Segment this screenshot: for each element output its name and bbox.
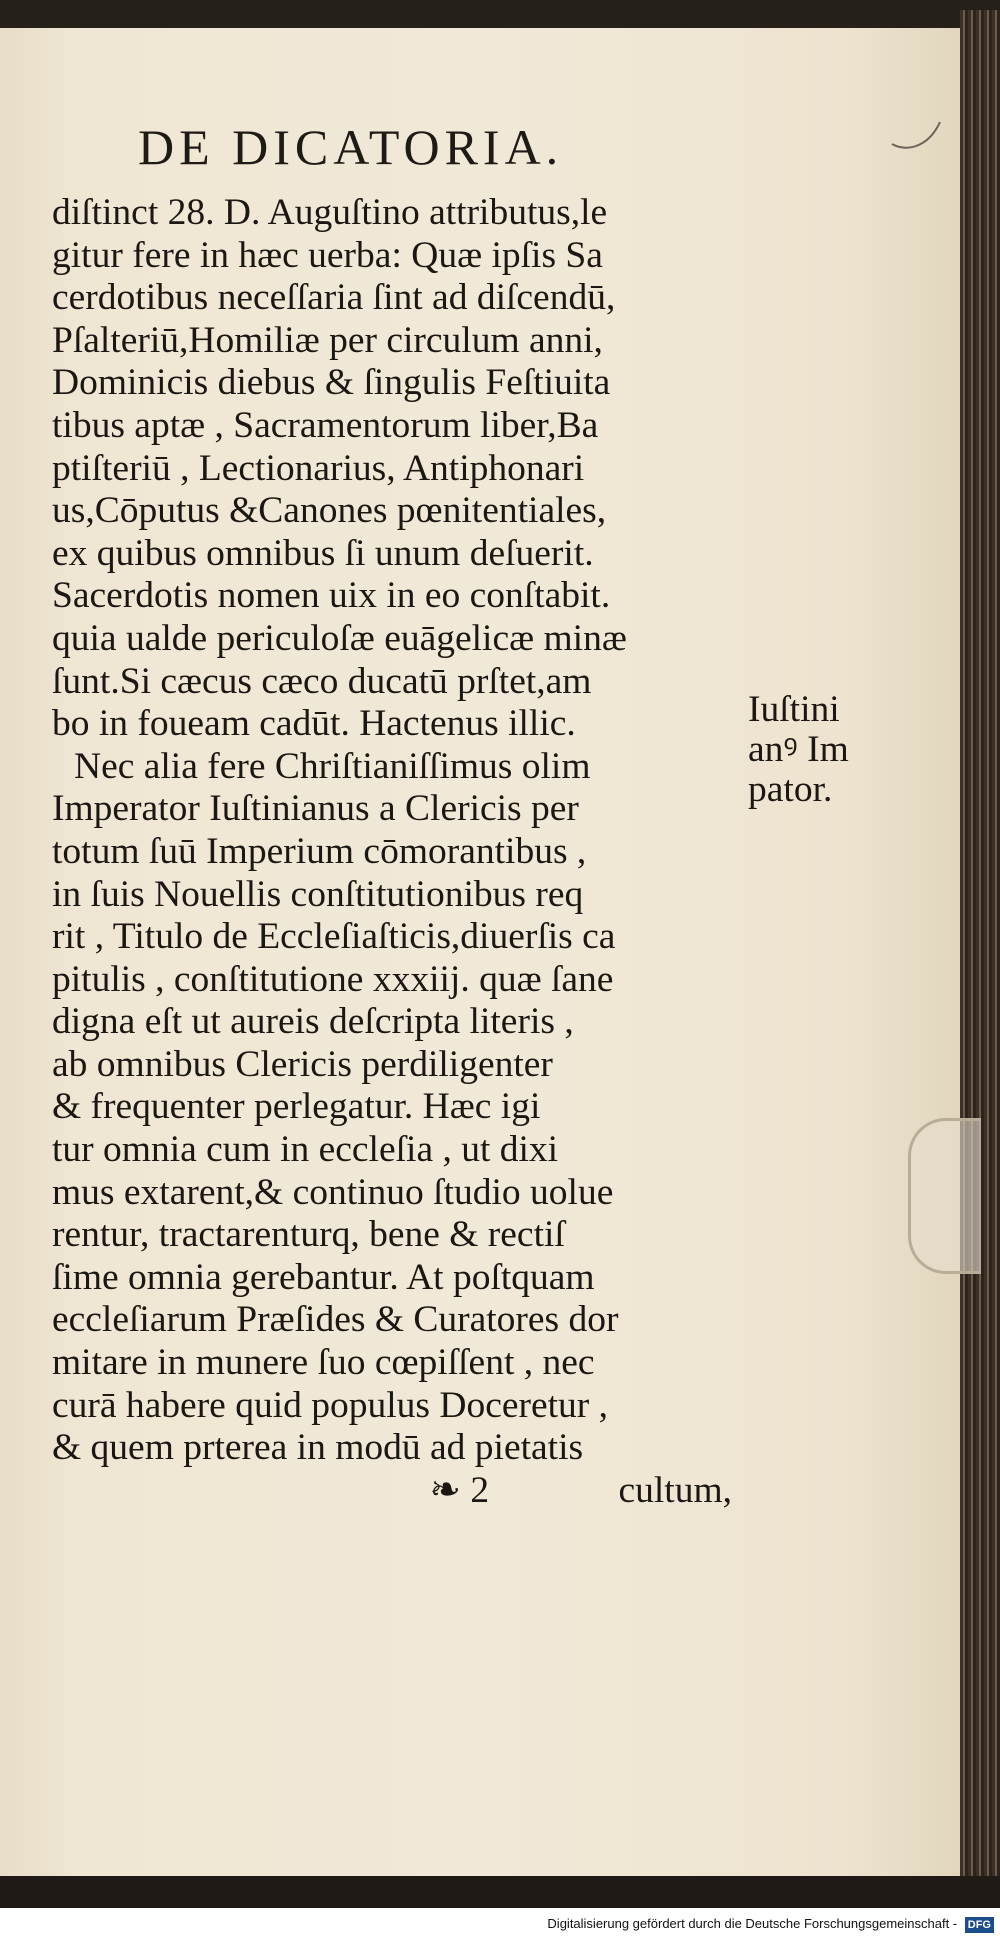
page-clip-mark (908, 1118, 981, 1274)
text-line: rit , Titulo de Eccleſiaſticis,diuerſis ca (52, 916, 616, 958)
text-line: ſime omnia gerebantur. At poſtquam (52, 1256, 595, 1298)
running-header: DE DICATORIA. (138, 119, 564, 175)
book-page-edges (960, 10, 1000, 1890)
text-line: ex quibus omnibus ſi unum deſuerit. (52, 532, 594, 574)
text-line: us,Cōputus &Canones pœnitentiales, (52, 490, 607, 532)
margin-note-line: anꝰ Im (748, 729, 849, 770)
text-line: tur omnia cum in eccleſia , ut dixi (52, 1129, 559, 1171)
scan-bottom-border (0, 1876, 1000, 1908)
text-line: mus extarent,& continuo ſtudio uolue (52, 1171, 614, 1213)
text-line: ptiſteriū , Lectionarius, Antiphonari (52, 447, 585, 489)
pencil-mark-icon (888, 118, 944, 152)
digitization-footer (0, 1908, 1000, 1940)
text-line: Sacerdotis nomen uix in eo conſtabit. (52, 575, 611, 617)
text-line: Nec alia fere Chriſtianiſſimus olim (74, 745, 591, 787)
text-line: totum ſuū Imperium cōmorantibus , (52, 830, 587, 872)
text-line: ab omnibus Clericis perdiligenter (52, 1043, 553, 1085)
footer-text: Digitalisierung gefördert durch die Deutsche Forschungsgemeinschaft - (547, 1916, 958, 1931)
margin-note-line: pator. (748, 769, 833, 810)
text-line: rentur, tractarenturq, bene & rectiſ (52, 1214, 565, 1256)
text-line: Dominicis diebus & ſingulis Feſtiuita (52, 362, 611, 404)
text-line: cerdotibus neceſſaria ſint ad diſcendū, (52, 277, 616, 319)
catchword-line (52, 1470, 742, 1513)
margin-note (748, 690, 849, 810)
text-line: diſtinct 28. D. Auguſtino attributus,le (52, 192, 608, 233)
text-line: ſunt.Si cæcus cæco ducatū prſtet,am (52, 660, 592, 702)
text-line: gitur fere in hæc uerba: Quæ ipſis Sa (52, 234, 603, 276)
text-line: curā habere quid populus Doceretur , (52, 1384, 609, 1426)
text-line: bo in foueam cadūt. Hactenus illic. (52, 703, 576, 745)
text-line: & frequenter perlegatur. Hæc igi (52, 1086, 541, 1128)
text-line: in ſuis Nouellis conſtitutionibus req (52, 873, 584, 915)
signature-mark: ❧ 2 (429, 1469, 490, 1511)
text-line: Imperator Iuſtinianus a Clericis per (52, 788, 579, 830)
text-line: quia ualde periculoſæ euāgelicæ minæ (52, 617, 627, 659)
text-line: digna eſt ut aureis deſcripta literis , (52, 1001, 574, 1043)
text-line: pitulis , conſtitutione xxxiij. quæ ſane (52, 958, 614, 1000)
text-line: mitare in munere ſuo cœpiſſent , nec (52, 1342, 595, 1384)
text-line: Pſalteriū,Homiliæ per circulum anni, (52, 319, 603, 361)
dfg-logo: DFG (965, 1917, 994, 1933)
body-text (52, 192, 742, 1512)
text-line: & quem prterea in modū ad pietatis (52, 1427, 584, 1469)
text-line: tibus aptæ , Sacramentorum liber,Ba (52, 404, 599, 446)
catchword: cultum, (618, 1469, 732, 1511)
text-line: eccleſiarum Præſides & Curatores dor (52, 1299, 619, 1341)
margin-note-line: Iuſtini (748, 689, 840, 730)
